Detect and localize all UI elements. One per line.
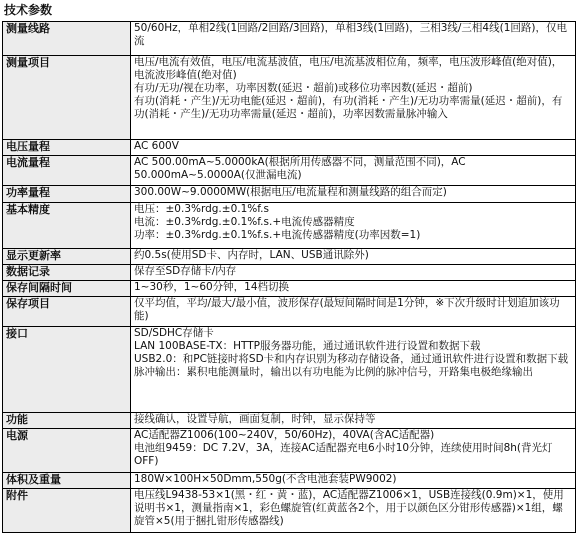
row-value-line: 功率：±0.3%rdg.±0.1%f.s.+电流传感器精度(功率因数=1) <box>134 229 421 241</box>
row-value-line: 仅平均值，平均/最大/最小值，波形保存(最短间隔时间是1分钟，※下次升级时计划追加该功能) <box>134 297 560 322</box>
row-value-line: 电压线L9438-53×1(黑・红・黄・蓝)，AC适配器Z1006×1，USB连接线(0.9m)×1，使用说明书×1，测量指南×1，彩色螺旋管(红黄蓝各2个，用于以颜色区分钳形传感器)×1组，螺旋管×5(用于捆扎钳形传感器线) <box>134 489 564 527</box>
row-value <box>131 489 576 533</box>
row-value <box>131 281 576 297</box>
row-label: 测量线路 <box>3 22 131 56</box>
spec-row-interface <box>3 327 576 413</box>
spec-row-measurement-circuit <box>3 22 576 56</box>
spec-row-data-recording <box>3 265 576 281</box>
row-value-line: SD/SDHC存储卡 <box>134 327 214 339</box>
row-value-line: AC 600V <box>134 140 179 152</box>
row-value <box>131 203 576 249</box>
spec-table <box>2 21 576 533</box>
row-label: 体积及重量 <box>3 473 131 489</box>
row-value-line: LAN 100BASE-TX：HTTP服务器功能，通过通讯软件进行设置和数据下载 <box>134 340 481 352</box>
spec-row-functions <box>3 413 576 429</box>
row-value-line: USB2.0：和PC链接时将SD卡和内存识别为移动存储设备，通过通讯软件进行设置和数据下载 <box>134 353 569 365</box>
row-label: 功率量程 <box>3 186 131 203</box>
row-value-line: AC适配器Z1006(100~240V，50/60Hz)，40VA(含AC适配器) <box>134 429 435 441</box>
row-value-line: 300.00W~9.0000MW(根据电压/电流量程和测量线路的组合而定) <box>134 186 447 198</box>
spec-row-voltage-range <box>3 140 576 156</box>
row-value-line: 电流：±0.3%rdg.±0.1%f.s.+电流传感器精度 <box>134 216 355 228</box>
row-value <box>131 156 576 186</box>
row-value <box>131 140 576 156</box>
row-label: 接口 <box>3 327 131 413</box>
spec-row-basic-accuracy <box>3 203 576 249</box>
spec-row-power-range <box>3 186 576 203</box>
row-label: 显示更新率 <box>3 249 131 265</box>
row-label: 数据记录 <box>3 265 131 281</box>
spec-row-accessories <box>3 489 576 533</box>
row-value <box>131 327 576 413</box>
row-value-line: 有功(消耗・产生)/无功电能(延迟・超前)，有功(消耗・产生)/无功功率需量(延迟・超前)，有功(消耗・产生)/无功功率需量(延迟・超前)，功率因数需量脉冲输入 <box>134 95 563 120</box>
spec-row-measurement-items <box>3 56 576 140</box>
row-value <box>131 22 576 56</box>
row-value-line: 有功/无功/视在功率，功率因数(延迟・超前)或移位功率因数(延迟・超前) <box>134 82 473 94</box>
row-label: 功能 <box>3 413 131 429</box>
row-label: 电压量程 <box>3 140 131 156</box>
row-value-line: 50/60Hz，单相2线(1回路/2回路/3回路)，单相3线(1回路)，三相3线/三相4线(1回路)，仅电流 <box>134 22 567 47</box>
spec-row-save-items <box>3 297 576 327</box>
row-label: 电源 <box>3 429 131 473</box>
row-value <box>131 249 576 265</box>
row-label: 保存项目 <box>3 297 131 327</box>
row-value-line: 1~30秒，1~60分钟，14档切换 <box>134 281 290 293</box>
row-label: 附件 <box>3 489 131 533</box>
row-value <box>131 56 576 140</box>
row-value-line: 180W×100H×50Dmm,550g(不含电池套装PW9002) <box>134 473 397 485</box>
spec-row-power-supply <box>3 429 576 473</box>
row-label: 基本精度 <box>3 203 131 249</box>
row-value-line: 电压：±0.3%rdg.±0.1%f.s <box>134 203 269 215</box>
spec-row-display-refresh <box>3 249 576 265</box>
spec-row-current-range <box>3 156 576 186</box>
row-value-line: 保存至SD存储卡/内存 <box>134 265 237 277</box>
row-label: 保存间隔时间 <box>3 281 131 297</box>
row-value-line: 电压/电流有效值，电压/电流基波值，电压/电流基波相位角，频率，电压波形峰值(绝对值)，电流波形峰值(绝对值) <box>134 56 563 81</box>
spec-row-save-interval <box>3 281 576 297</box>
row-value <box>131 429 576 473</box>
row-value-line: 电池组9459：DC 7.2V，3A，连接AC适配器充电6小时10分钟，连续使用时间8h(背光灯OFF) <box>134 442 553 467</box>
row-value-line: AC 500.00mA~5.0000kA(根据所用传感器不同，测量范围不同)，AC 50.000mA~5.0000A(仅泄漏电流) <box>134 156 466 181</box>
row-value <box>131 413 576 429</box>
section-title: 技术参数 <box>4 3 53 17</box>
row-value <box>131 297 576 327</box>
row-value-line: 脉冲输出：累积电能测量时，输出以有功电能为比例的脉冲信号，开路集电极绝缘输出 <box>134 366 533 378</box>
spec-row-dimensions-weight <box>3 473 576 489</box>
row-value <box>131 473 576 489</box>
row-label: 测量项目 <box>3 56 131 140</box>
row-value-line: 约0.5s(使用SD卡、内存时，LAN、USB通讯除外) <box>134 249 369 261</box>
row-label: 电流量程 <box>3 156 131 186</box>
row-value <box>131 265 576 281</box>
row-value-line: 接线确认，设置导航，画面复制，时钟，显示保持等 <box>134 413 376 425</box>
row-value <box>131 186 576 203</box>
